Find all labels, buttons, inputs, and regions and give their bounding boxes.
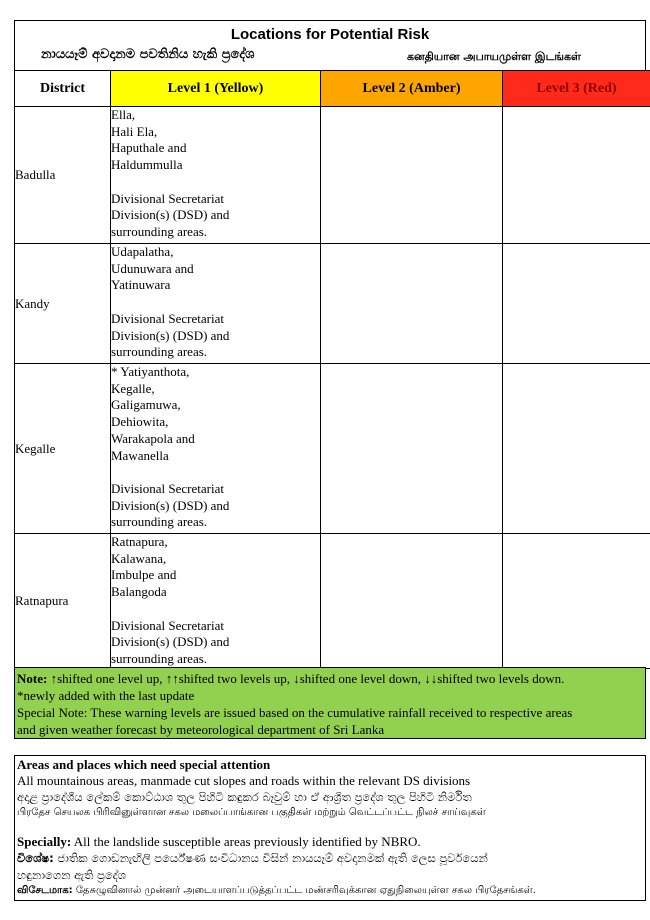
district-cell: Kandy [15, 244, 111, 364]
district-cell: Ratnapura [15, 534, 111, 669]
visesha-text-2: හඳුනාගෙන ඇති ප්‍රදේශ [17, 868, 127, 882]
table-header-row [15, 71, 650, 107]
title-box [14, 20, 646, 70]
level3-cell [503, 244, 650, 364]
dsd-line: Division(s) (DSD) and [111, 634, 230, 650]
place-line: Imbulpe and [111, 567, 177, 583]
level1-cell [111, 244, 321, 364]
header-level3: Level 3 (Red) [503, 71, 650, 107]
place-line: Galigamuwa, [111, 397, 181, 413]
dsd-line: Division(s) (DSD) and [111, 327, 230, 343]
place-line: Udapalatha, [111, 244, 174, 259]
level2-cell [321, 364, 503, 534]
place-line: Yatinuwara [111, 277, 171, 293]
note-line [17, 670, 645, 687]
level3-cell [503, 107, 650, 244]
dsd-line: surrounding areas. [111, 514, 208, 530]
note-box [14, 667, 646, 739]
level3-cell [503, 364, 650, 534]
place-line: Haldummulla [111, 157, 183, 173]
dsd-line: surrounding areas. [111, 650, 208, 666]
dsd-line: surrounding areas. [111, 344, 208, 360]
dsd-line: Division(s) (DSD) and [111, 497, 230, 513]
dsd-line: Divisional Secretariat [111, 190, 224, 206]
attention-english: All mountainous areas, manmade cut slopes and roads within the relevant DS divisions [17, 773, 471, 788]
level3-cell [503, 534, 650, 669]
table-row [15, 107, 650, 244]
tamil-special-text: தேசுழுவினால் முன்னர் அடையாளப்படுத்தப்பட்ட மண்சரிவுக்கான ஏதுநிலையுள்ள சகல பிரதேசங்கள். [75, 885, 536, 896]
dsd-line: surrounding areas. [111, 223, 208, 239]
note-label: Note: [17, 671, 48, 686]
level1-cell [111, 534, 321, 669]
place-line: Hali Ela, [111, 123, 158, 139]
specially-label: Specially: [17, 834, 72, 849]
header-district: District [15, 71, 111, 107]
level2-cell [321, 244, 503, 364]
place-line: Kegalle, [111, 380, 155, 396]
specially-text: All the landslide susceptible areas previously identified by NBRO. [73, 834, 421, 849]
dsd-line: Divisional Secretariat [111, 310, 224, 326]
visesha-label: විශේෂ: [17, 851, 54, 865]
page-title-tamil: கனதியான அபாயமுள்ள இடங்கள் [407, 50, 581, 63]
header-level2: Level 2 (Amber) [321, 71, 503, 107]
level2-cell [321, 534, 503, 669]
visesha-text: ජාතික ගොඩනැඟිලි පර්යේෂණ සංවිධානය විසින් නායයෑම් අවදානමක් ඇති ලෙස පූර්වයෙන් [57, 851, 488, 865]
table-row [15, 364, 650, 534]
place-line: Warakapola and [111, 430, 195, 446]
place-line: Haputhale and [111, 140, 187, 156]
attention-heading: Areas and places which need special attention [17, 757, 271, 772]
page-title-sinhala: නායයෑම් අවදානම පවතිනිය හැකි ප්‍රදේශ [41, 47, 255, 62]
district-cell: Badulla [15, 107, 111, 244]
tamil-special-label: விசேடமாக: [17, 885, 73, 896]
place-line: Udunuwara and [111, 260, 194, 276]
dsd-line: Divisional Secretariat [111, 480, 224, 496]
special-note-line: Special Note: These warning levels are issued based on the cumulative rainfall received to respective areas [17, 705, 573, 720]
dsd-line: Division(s) (DSD) and [111, 207, 230, 223]
place-line: * Yatiyanthota, [111, 364, 190, 379]
header-level1: Level 1 (Yellow) [111, 71, 321, 107]
level1-cell [111, 364, 321, 534]
special-note-line: and given weather forecast by meteorological department of Sri Lanka [17, 722, 385, 737]
place-line: Kalawana, [111, 550, 167, 566]
place-line: Dehiowita, [111, 414, 169, 430]
attention-sinhala: අදාළ ප්‍රාදේශීය ලේකම් කොට්ඨාශ තුල පිහිටි කඳුකර බෑවුම් හා ඒ ආශ්‍රිත ප්‍රදේශ තුල පිහිටි නිර්මිත [17, 790, 472, 804]
level1-cell [111, 107, 321, 244]
table-row [15, 534, 650, 669]
attention-box [14, 755, 646, 901]
attention-tamil: பிரதேச செயலக பிரிவினுள்ளான சகல மலைப்பாங்கான பகுதிகள் மற்றும் வெட்டப்பட்ட நிலச் சாய்வுகள் [17, 807, 486, 818]
page-title: Locations for Potential Risk [230, 26, 430, 43]
dsd-line: Divisional Secretariat [111, 617, 224, 633]
district-cell: Kegalle [15, 364, 111, 534]
place-line: Ratnapura, [111, 534, 168, 549]
note-text: ↑shifted one level up, ↑↑shifted two levels up, ↓shifted one level down, ↓↓shifted two levels down. [50, 671, 565, 686]
place-line: Mawanella [111, 447, 169, 463]
place-line: Ella, [111, 107, 136, 122]
note-asterisk: *newly added with the last update [17, 688, 195, 703]
level2-cell [321, 107, 503, 244]
place-line: Balangoda [111, 584, 167, 600]
table-row [15, 244, 650, 364]
risk-table [14, 70, 650, 669]
